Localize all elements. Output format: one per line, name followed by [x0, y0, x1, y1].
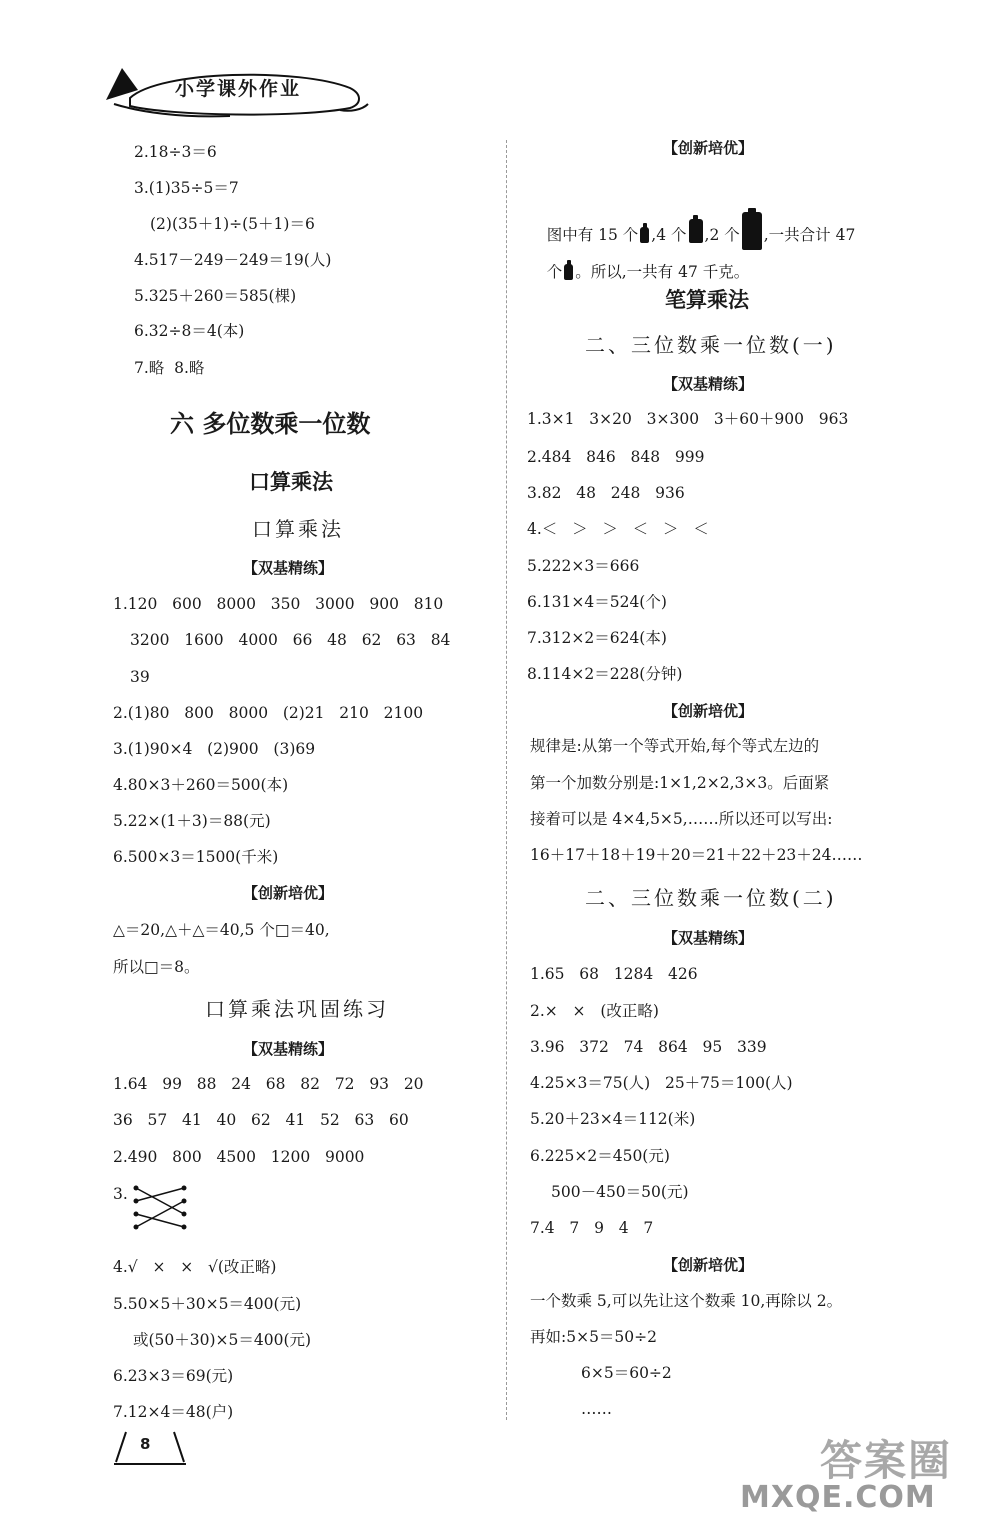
answer-line: 6×5＝60÷2	[581, 1364, 672, 1382]
section-tag: 【双基精练】	[243, 559, 334, 577]
answer-line: 1.65 68 1284 426	[530, 965, 698, 983]
answer-line: ……	[581, 1400, 612, 1418]
answer-line: 1.3×1 3×20 3×300 3＋60＋900 963	[527, 410, 849, 428]
section-tag: 【创新培优】	[663, 139, 754, 157]
answer-line: 5.22×(1＋3)＝88(元)	[113, 812, 271, 830]
answer-line: 5.325＋260＝585(棵)	[134, 287, 297, 305]
answer-line: 或(50＋30)×5＝400(元)	[133, 1331, 312, 1349]
answer-line: 一个数乘 5,可以先让这个数乘 10,再除以 2。	[530, 1292, 843, 1310]
watermark-logo: 答案圈	[820, 1436, 953, 1485]
subsection-title: 二、三位数乘一位数(一)	[585, 333, 837, 357]
answer-line: 1.64 99 88 24 68 82 72 93 20	[113, 1075, 424, 1093]
answer-line: 6.500×3＝1500(千米)	[113, 848, 279, 866]
answer-text: 图中有 15 个	[546, 226, 639, 244]
answer-line: 所以□＝8。	[113, 958, 200, 976]
answer-line: 3.96 372 74 864 95 339	[530, 1038, 767, 1056]
answer-line: 1.120 600 8000 350 3000 900 810	[113, 595, 444, 613]
answer-line: 7.12×4＝48(户)	[113, 1403, 234, 1421]
answer-line: 第一个加数分别是:1×1,2×2,3×3。后面紧	[530, 774, 830, 792]
answer-line: 2.18÷3＝6	[134, 143, 217, 161]
answer-line: △＝20,△＋△＝40,5 个□＝40,	[113, 921, 330, 939]
answer-text: ,2 个	[704, 226, 740, 244]
answer-line: 4.＜ ＞ ＞ ＜ ＞ ＜	[527, 520, 709, 538]
section-tag: 【创新培优】	[243, 884, 334, 902]
answer-text: ,一共合计 47	[763, 226, 856, 244]
answer-line: 16＋17＋18＋19＋20＝21＋22＋23＋24……	[530, 846, 863, 864]
answer-text: 个	[546, 263, 563, 281]
section-title: 口算乘法	[249, 470, 333, 494]
answer-line: 3.(1)90×4 (2)900 (3)69	[113, 740, 316, 758]
answer-line: 2.490 800 4500 1200 9000	[113, 1148, 365, 1166]
answer-line: 4.517－249－249＝19(人)	[134, 251, 332, 269]
answer-line: 3.	[113, 1185, 128, 1203]
section-tag: 【创新培优】	[663, 1256, 754, 1274]
matching-lines-figure	[128, 1180, 190, 1238]
small-bottle-icon	[640, 227, 649, 243]
answer-line: 500－450＝50(元)	[551, 1183, 689, 1201]
watermark-url: MXQE.COM	[740, 1480, 936, 1515]
answer-line: 7.4 7 9 4 7	[530, 1219, 654, 1237]
answer-line: 6.32÷8＝4(本)	[134, 322, 245, 340]
answer-line: 4.√ × × √(改正略)	[113, 1258, 277, 1276]
page-number: 8	[140, 1435, 151, 1453]
answer-line: 2.(1)80 800 8000 (2)21 210 2100	[113, 704, 424, 722]
answer-line: 3.(1)35÷5＝7	[134, 179, 239, 197]
answer-line: 7.312×2＝624(本)	[527, 629, 667, 647]
answer-line: 5.50×5＋30×5＝400(元)	[113, 1295, 302, 1313]
small-bottle-icon	[564, 264, 573, 280]
answer-line: 2.484 846 848 999	[527, 448, 705, 466]
section-tag: 【双基精练】	[663, 929, 754, 947]
answer-line: 接着可以是 4×4,5×5,……所以还可以写出:	[530, 810, 833, 828]
answer-line: (2)(35＋1)÷(5＋1)＝6	[150, 215, 315, 233]
subsection-title: 口算乘法	[252, 517, 344, 541]
section-tag: 【创新培优】	[663, 702, 754, 720]
answer-line: 8.114×2＝228(分钟)	[527, 665, 683, 683]
answer-line: 2.× × (改正略)	[530, 1002, 659, 1020]
subsection-title: 口算乘法巩固练习	[205, 997, 389, 1021]
answer-line: 6.131×4＝524(个)	[527, 593, 667, 611]
subsection-title: 二、三位数乘一位数(二)	[585, 886, 837, 910]
section-tag: 【双基精练】	[243, 1040, 334, 1058]
answer-line: 5.222×3＝666	[527, 557, 640, 575]
answer-line: 3.82 48 248 936	[527, 484, 685, 502]
answer-line: 再如:5×5＝50÷2	[530, 1328, 658, 1346]
answer-line: 6.225×2＝450(元)	[530, 1147, 670, 1165]
answer-line: 6.23×3＝69(元)	[113, 1367, 234, 1385]
answer-line: 7.略 8.略	[134, 359, 205, 377]
answer-line: 4.25×3＝75(人) 25＋75＝100(人)	[530, 1074, 793, 1092]
chapter-title: 六 多位数乘一位数	[170, 410, 371, 438]
answer-line: 36 57 41 40 62 41 52 63 60	[113, 1111, 409, 1129]
section-tag: 【双基精练】	[663, 375, 754, 393]
answer-line: 3200 1600 4000 66 48 62 63 84	[130, 631, 451, 649]
medium-bottle-icon	[689, 219, 703, 243]
answer-line: 39	[130, 668, 150, 686]
answer-line: 规律是:从第一个等式开始,每个等式左边的	[530, 737, 820, 755]
section-title: 笔算乘法	[665, 288, 749, 312]
answer-text: ,4 个	[651, 226, 687, 244]
answer-line: 5.20＋23×4＝112(米)	[530, 1110, 696, 1128]
header-title: 小学课外作业	[175, 78, 302, 100]
answer-text: 。所以,一共有 47 千克。	[575, 263, 750, 281]
column-divider	[506, 140, 507, 1420]
answer-line: 4.80×3＋260＝500(本)	[113, 776, 289, 794]
